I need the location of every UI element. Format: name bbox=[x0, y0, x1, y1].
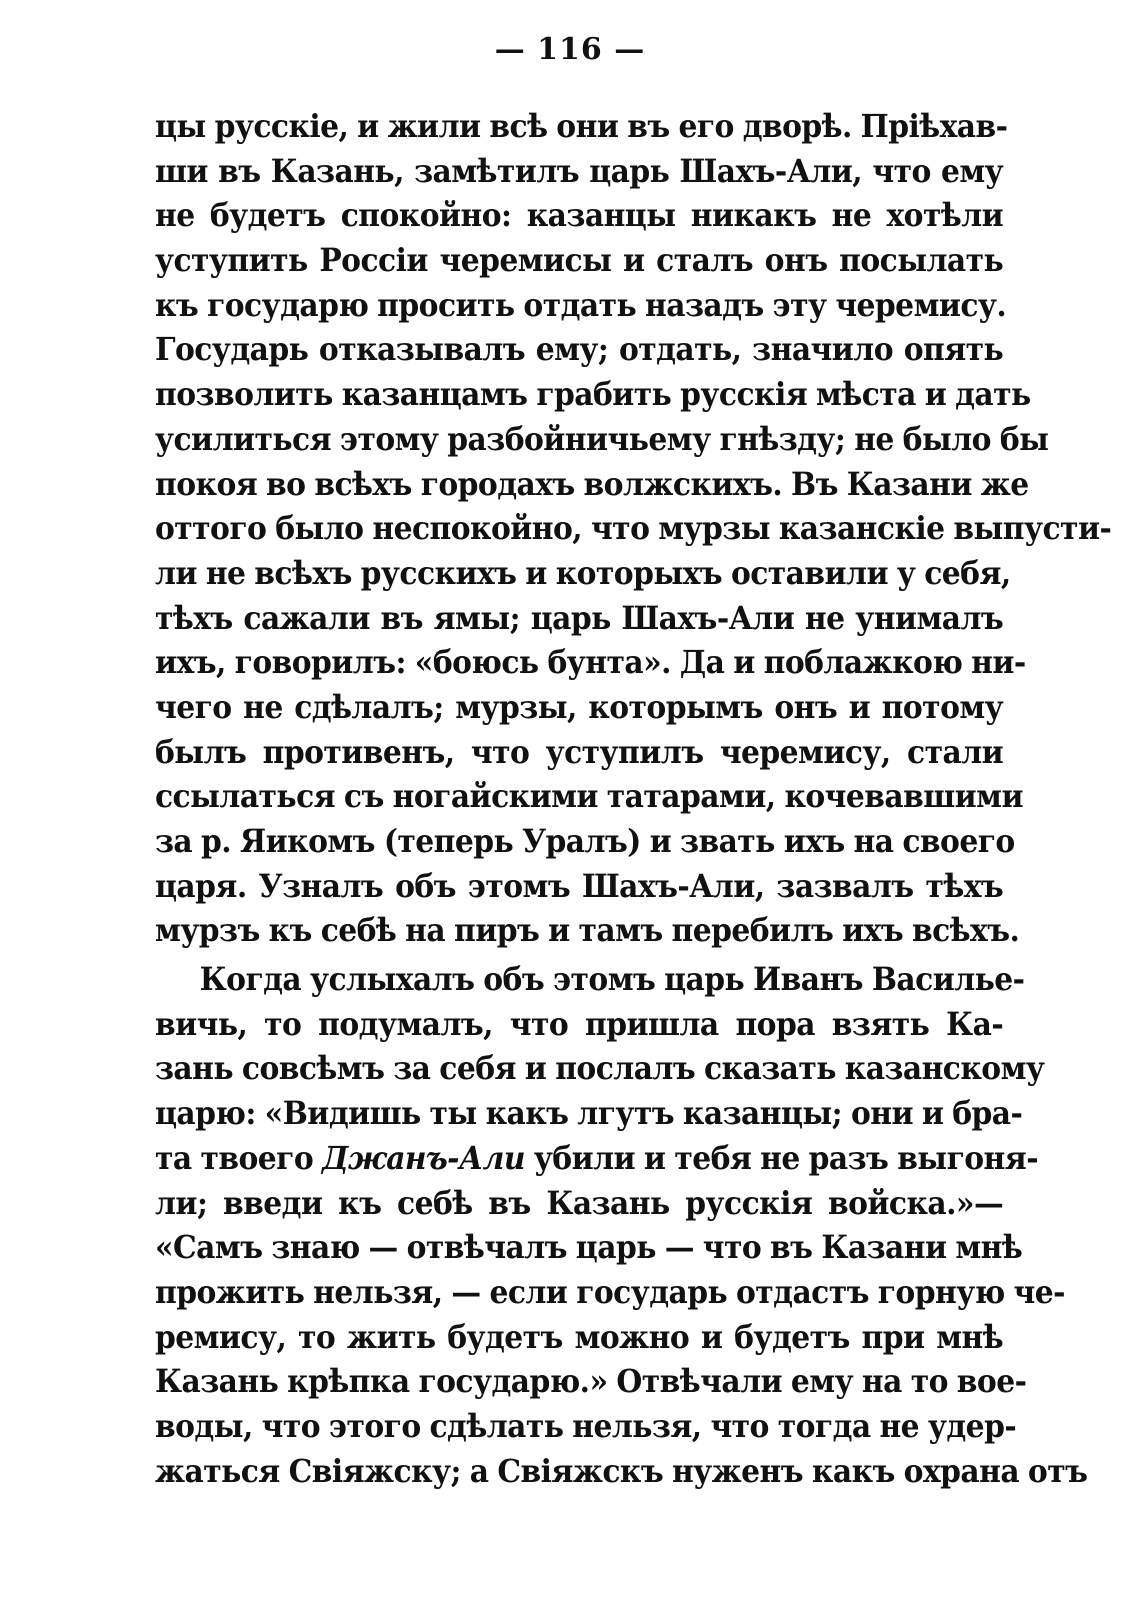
text-line: усилиться этому разбойничьему гнѣзду; не было бы bbox=[155, 419, 1049, 458]
page-number: — 116 — bbox=[494, 32, 646, 67]
text-line: ли; введи къ себѣ въ Казань русскія войска.»— bbox=[155, 1183, 1004, 1222]
text-line: былъ противенъ, что уступилъ черемису, стали bbox=[155, 732, 1004, 771]
italic-name: Джанъ-Али bbox=[322, 1138, 525, 1177]
text-line: ли не всѣхъ русскихъ и которыхъ оставили у себя, bbox=[155, 553, 1011, 592]
text-line: позволить казанцамъ грабить русскія мѣста и дать bbox=[155, 375, 1031, 414]
text-line: тѣхъ сажали въ ямы; царь Шахъ-Али не унималъ bbox=[155, 598, 1004, 637]
text-line: царя. Узналъ объ этомъ Шахъ-Али, зазвалъ тѣхъ bbox=[155, 866, 1004, 905]
text-line: Когда услыхалъ объ этомъ царь Иванъ Васильe- bbox=[199, 960, 1025, 999]
paragraph-2 bbox=[155, 957, 1088, 1493]
body-text bbox=[155, 104, 1112, 1493]
text-segment: та твоего bbox=[155, 1138, 314, 1177]
text-line: покоя во всѣхъ городахъ волжскихъ. Въ Казани же bbox=[155, 464, 1029, 503]
text-line: къ государю просить отдать назадъ эту черемису. bbox=[155, 285, 1007, 324]
text-line: оттого было неспокойно, что мурзы казанскіе выпусти- bbox=[155, 509, 1112, 548]
text-line: ихъ, говорилъ: «боюсь бунта». Да и поблажкою ни- bbox=[155, 643, 1026, 682]
text-line: царю: «Видишь ты какъ лгутъ казанцы; они и бра- bbox=[155, 1094, 1023, 1133]
text-line: ссылаться съ ногайскими татарами, кочевавшими bbox=[155, 777, 1023, 816]
text-line: Государь отказывалъ ему; отдать, значило опять bbox=[155, 330, 1004, 369]
text-line: мурзъ къ себѣ на пиръ и тамъ перебилъ ихъ всѣхъ. bbox=[155, 911, 1020, 950]
text-line: уступить Россіи черемисы и сталъ онъ посылать bbox=[155, 241, 1004, 280]
text-line: ремису, то жить будетъ можно и будетъ при мнѣ bbox=[155, 1317, 1004, 1356]
text-line: ши въ Казань, замѣтилъ царь Шахъ-Али, что ему bbox=[155, 151, 1004, 190]
text-line: жаться Свіяжску; а Свіяжскъ нуженъ какъ охрана отъ bbox=[155, 1451, 1088, 1490]
text-line: зань совсѣмъ за себя и послалъ сказать казанскому bbox=[155, 1049, 1045, 1088]
text-line: чего не сдѣлалъ; мурзы, которымъ онъ и потому bbox=[155, 687, 1004, 726]
text-line: цы русскіе, и жили всѣ они въ его дворѣ. Пріѣхав- bbox=[155, 107, 1008, 145]
paragraph-1 bbox=[155, 104, 1112, 953]
text-segment: убили и тебя не разъ выгоня- bbox=[533, 1138, 1039, 1177]
text-line: не будетъ спокойно: казанцы никакъ не хотѣли bbox=[155, 196, 1004, 235]
text-line: Казань крѣпка государю.» Отвѣчали ему на то вое- bbox=[155, 1362, 1027, 1401]
text-line: воды, что этого сдѣлать нельзя, что тогда не удер- bbox=[155, 1406, 1017, 1445]
text-line: «Самъ знаю — отвѣчалъ царь — что въ Казани мнѣ bbox=[155, 1228, 1023, 1267]
text-line: за р. Яикомъ (теперь Уралъ) и звать ихъ на своего bbox=[155, 822, 1015, 860]
text-line: прожить нельзя, — если государь отдастъ горную че- bbox=[155, 1272, 1065, 1311]
text-line bbox=[155, 1136, 1039, 1181]
text-line: вичь, то подумалъ, что пришла пора взять Ка- bbox=[155, 1004, 1004, 1043]
